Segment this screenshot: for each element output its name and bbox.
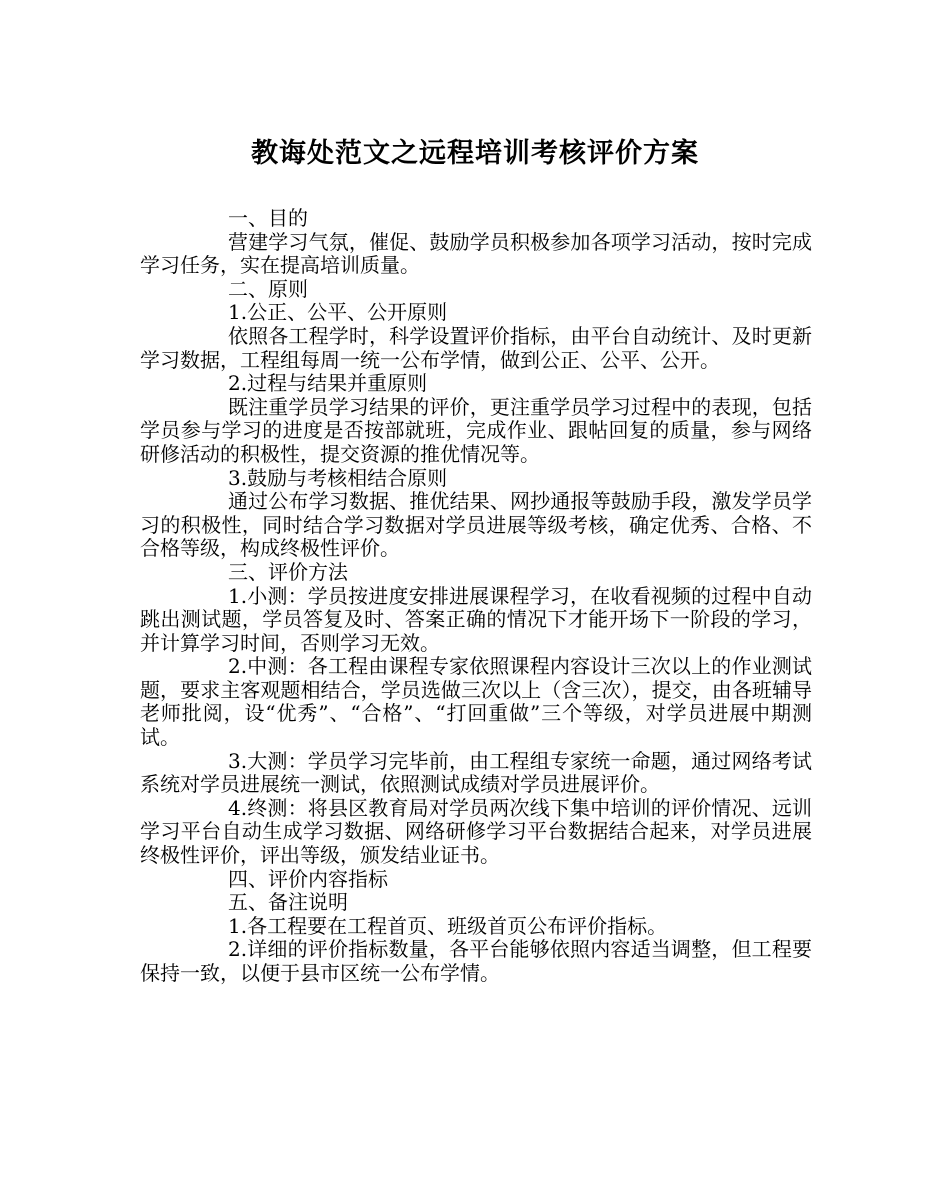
paragraph-mid-test: 2.中测：各工程由课程专家依照课程内容设计三次以上的作业测试题，要求主客观题相结合，学员选做三次以上（含三次），提交，由各班辅导老师批阅，设“优秀”、“合格”、“打回重做”三个等级，对学员进展中期测试。 [140, 654, 812, 750]
document-body [140, 207, 812, 986]
heading-principles: 二、原则 [228, 276, 308, 301]
paragraph-fairness: 依照各工程学时，科学设置评价指标，由平台自动统计、及时更新学习数据，工程组每周一统一公布学情，做到公正、公平、公开。 [140, 323, 812, 372]
heading-notes: 五、备注说明 [228, 890, 348, 915]
paragraph-note-2: 2.详细的评价指标数量，各平台能够依照内容适当调整，但工程要保持一致，以便于县市区统一公布学情。 [140, 937, 812, 985]
paragraph-final-test: 4.终测：将县区教育局对学员两次线下集中培训的评价情况、远训学习平台自动生成学习数据、网络研修学习平台数据结合起来，对学员进展终极性评价，评出等级，颁发结业证书。 [140, 795, 812, 868]
heading-purpose: 一、目的 [228, 206, 308, 230]
paragraph-purpose: 营建学习气氛，催促、鼓励学员积极参加各项学习活动，按时完成学习任务，实在提高培训质量。 [140, 229, 812, 278]
paragraph-small-test: 1.小测：学员按进度安排进展课程学习，在收看视频的过程中自动跳出测试题，学员答复及时、答案正确的情况下才能开场下一阶段的学习，并计算学习时间，否则学习无效。 [140, 583, 812, 655]
heading-methods: 三、评价方法 [228, 559, 348, 584]
document-title: 教诲处范文之远程培训考核评价方案 [251, 138, 699, 169]
subheading-fairness: 1.公正、公平、公开原则 [228, 300, 448, 325]
paragraph-big-test: 3.大测：学员学习完毕前，由工程组专家统一命题，通过网络考试系统对学员进展统一测试，依照测试成绩对学员进展评价。 [140, 748, 812, 797]
heading-indicators: 四、评价内容指标 [228, 866, 388, 891]
subheading-encourage-assess: 3.鼓励与考核相结合原则 [228, 465, 448, 490]
paragraph-process-result: 既注重学员学习结果的评价，更注重学员学习过程中的表现，包括学员参与学习的进度是否按部就班，完成作业、跟帖回复的质量，参与网络研修活动的积极性，提交资源的推优情况等。 [140, 394, 812, 466]
paragraph-encourage-assess: 通过公布学习数据、推优结果、网抄通报等鼓励手段，激发学员学习的积极性，同时结合学习数据对学员进展等级考核，确定优秀、合格、不合格等级，构成终极性评价。 [140, 489, 812, 561]
subheading-process-result: 2.过程与结果并重原则 [228, 371, 428, 396]
paragraph-note-1: 1.各工程要在工程首页、班级首页公布评价指标。 [228, 913, 668, 938]
